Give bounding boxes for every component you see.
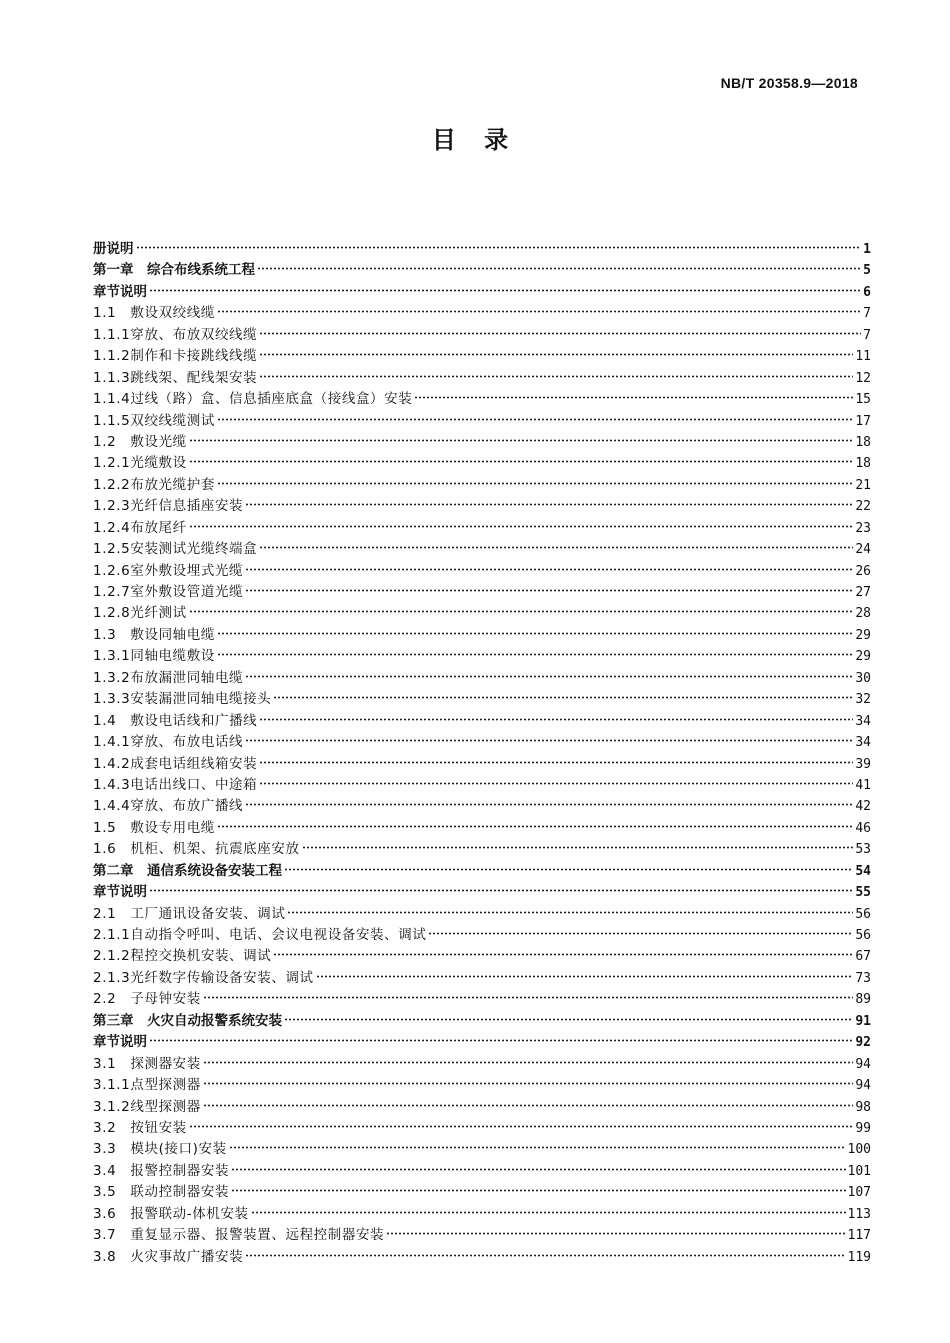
toc-entry-page-number: 101 [847,1163,871,1179]
toc-entry[interactable] [93,1011,871,1032]
toc-entry[interactable] [93,689,871,710]
toc-entry[interactable] [93,1139,871,1160]
toc-entry-label: 3.1.2线型探测器 [93,1098,201,1115]
dot-leader [245,589,853,592]
toc-entry[interactable] [93,946,871,967]
dot-leader [284,868,853,871]
dot-leader [316,975,854,978]
toc-entry[interactable] [93,989,871,1010]
toc-entry-label: 章节说明 [93,283,147,300]
toc-entry-label: 1.6 机柜、机架、抗震底座安放 [93,841,300,858]
toc-entry[interactable] [93,1118,871,1139]
toc-entry-page-number: 21 [855,477,871,493]
toc-entry[interactable] [93,303,871,324]
toc-entry-page-number: 32 [855,692,871,708]
toc-entry-page-number: 53 [855,842,871,858]
toc-entry[interactable] [93,518,871,539]
dot-leader [273,953,853,956]
toc-entry[interactable] [93,453,871,474]
toc-entry-label: 1.2.7室外敷设管道光缆 [93,584,244,600]
dot-leader [229,1146,846,1149]
toc-entry-label: 3.3 模块(接口)安装 [93,1141,227,1158]
toc-entry[interactable] [93,904,871,925]
dot-leader [259,782,853,785]
dot-leader [259,375,853,378]
dot-leader [245,503,853,506]
toc-entry-page-number: 23 [855,520,871,536]
dot-leader [203,1061,853,1064]
toc-entry[interactable] [93,711,871,732]
toc-entry-label: 3.1 探测器安装 [93,1055,201,1072]
toc-entry-label: 1.3.3安装漏泄同轴电缆接头 [93,691,272,708]
toc-entry-page-number: 98 [855,1099,871,1115]
toc-entry[interactable] [93,1054,871,1075]
toc-entry-label: 1.1.5双绞线缆测试 [93,412,215,429]
toc-entry[interactable] [93,411,871,432]
toc-entry[interactable] [93,496,871,517]
toc-entry[interactable] [93,346,871,367]
toc-entry[interactable] [93,582,871,603]
toc-entry-label: 第三章 火灾自动报警系统安装 [93,1012,282,1029]
toc-entry-label: 1.1.3跳线架、配线架安装 [93,369,258,386]
dot-leader [245,1254,845,1257]
toc-entry-page-number: 46 [855,820,871,836]
toc-entry-page-number: 119 [847,1249,871,1265]
dot-leader [217,653,853,656]
toc-entry-label: 1.1.4过线（路）盒、信息插座底盒（接线盒）安装 [93,391,413,408]
toc-entry-page-number: 17 [855,413,871,429]
toc-entry-label: 1.2.5安装测试光缆终端盒 [93,541,258,558]
toc-entry-page-number: 18 [855,434,871,450]
toc-entry[interactable] [93,1204,871,1225]
toc-entry-page-number: 27 [855,585,871,600]
toc-entry-page-number: 113 [847,1206,871,1222]
toc-entry-page-number: 18 [855,456,871,472]
toc-entry-page-number: 7 [863,327,871,343]
toc-entry-label: 1.2.6室外敷设埋式光缆 [93,562,244,579]
toc-entry-page-number: 11 [855,349,871,365]
toc-entry[interactable] [93,625,871,646]
dot-leader [149,889,853,892]
toc-entry-page-number: 24 [855,542,871,558]
toc-entry-page-number: 107 [847,1185,871,1201]
toc-entry-label: 1.1.1穿放、布放双绞线缆 [93,326,258,343]
toc-entry[interactable] [93,925,871,946]
toc-entry-label: 1.3.1同轴电缆敷设 [93,648,215,665]
toc-entry-label: 2.1.3光纤数字传输设备安装、调试 [93,969,314,986]
toc-entry-page-number: 117 [847,1228,871,1244]
toc-entry-page-number: 34 [855,713,871,729]
toc-entry-page-number: 55 [855,885,871,901]
toc-entry-label: 1.2.4布放尾纤 [93,519,187,536]
toc-entry[interactable] [93,882,871,903]
toc-entry-page-number: 94 [855,1056,871,1072]
dot-leader [217,632,853,635]
toc-entry-page-number: 39 [855,756,871,772]
dot-leader [189,460,854,463]
toc-entry[interactable] [93,260,871,281]
toc-entry[interactable] [93,775,871,796]
page-title: 目 录 [431,126,519,154]
dot-leader [203,1104,853,1107]
toc-entry[interactable] [93,325,871,346]
toc-entry-label: 3.6 报警联动-体机安装 [93,1205,249,1222]
toc-entry[interactable] [93,1182,871,1203]
toc-entry-page-number: 22 [855,499,871,515]
dot-leader [203,1082,853,1085]
toc-entry-label: 1.2.3光纤信息插座安装 [93,498,244,515]
dot-leader [203,996,853,999]
toc-entry-page-number: 56 [855,928,871,943]
toc-entry-label: 1.2 敷设光缆 [93,433,187,450]
dot-leader [231,1189,845,1192]
toc-entry[interactable] [93,1225,871,1246]
toc-entry-label: 2.1.2程控交换机安装、调试 [93,948,272,965]
toc-entry-label: 3.5 联动控制器安装 [93,1184,230,1201]
dot-leader [386,1232,845,1235]
toc-entry-page-number: 29 [855,627,871,643]
toc-entry-page-number: 42 [855,799,871,815]
toc-entry-label: 1.4.1穿放、布放电话线 [93,734,244,751]
dot-leader [189,1125,854,1128]
dot-leader [245,568,853,571]
dot-leader [414,396,853,399]
dot-leader [428,932,853,935]
toc-entry-page-number: 7 [863,306,871,322]
toc-entry-page-number: 28 [855,606,871,622]
toc-entry[interactable] [93,368,871,389]
toc-entry-page-number: 29 [855,649,871,665]
dot-leader [189,610,854,613]
dot-leader [217,825,853,828]
table-of-contents [93,239,871,1268]
toc-entry-page-number: 92 [855,1035,871,1051]
toc-entry-page-number: 15 [855,392,871,408]
dot-leader [302,846,854,849]
toc-entry[interactable] [93,839,871,860]
toc-entry[interactable] [93,1097,871,1118]
dot-leader [259,546,853,549]
toc-entry-page-number: 26 [855,563,871,579]
toc-entry[interactable] [93,732,871,753]
toc-entry-page-number: 91 [855,1013,871,1029]
toc-entry-label: 1.1 敷设双绞线缆 [93,305,215,322]
toc-entry-label: 3.2 按钮安装 [93,1119,187,1136]
toc-entry[interactable] [93,646,871,667]
toc-entry[interactable] [93,668,871,689]
toc-entry-page-number: 1 [863,242,871,257]
toc-entry-label: 2.1 工厂通讯设备安装、调试 [93,905,286,922]
dot-leader [136,246,862,249]
toc-entry-label: 1.4 敷设电话线和广播线 [93,712,258,729]
toc-entry[interactable] [93,603,871,624]
toc-entry[interactable] [93,1247,871,1268]
toc-entry-label: 第二章 通信系统设备安装工程 [93,862,282,879]
toc-entry-page-number: 89 [855,992,871,1008]
dot-leader [217,482,853,485]
toc-entry-label: 第一章 综合布线系统工程 [93,262,255,279]
toc-entry-label: 1.3 敷设同轴电缆 [93,626,215,643]
toc-entry[interactable] [93,1075,871,1096]
dot-leader [245,803,853,806]
toc-entry-page-number: 34 [855,735,871,751]
dot-leader [149,1039,853,1042]
dot-leader [217,418,853,421]
toc-entry-label: 2.2 子母钟安装 [93,991,201,1008]
toc-entry-page-number: 6 [863,284,871,300]
dot-leader [257,267,861,270]
dot-leader [245,675,853,678]
toc-entry-page-number: 99 [855,1120,871,1136]
toc-entry[interactable] [93,968,871,989]
toc-entry-label: 1.2.8光纤测试 [93,605,187,622]
toc-entry-label: 1.4.3电话出线口、中途箱 [93,776,258,793]
toc-entry-page-number: 67 [855,949,871,965]
toc-entry[interactable] [93,539,871,560]
dot-leader [273,696,853,699]
dot-leader [149,289,861,292]
dot-leader [287,911,853,914]
toc-entry-page-number: 12 [855,370,871,386]
toc-entry[interactable] [93,754,871,775]
toc-entry[interactable] [93,1161,871,1182]
toc-entry[interactable] [93,818,871,839]
toc-entry-label: 1.2.2布放光缆护套 [93,476,215,493]
toc-entry[interactable] [93,861,871,882]
toc-entry-label: 章节说明 [93,1034,147,1051]
toc-entry-page-number: 41 [855,777,871,793]
toc-entry-page-number: 100 [847,1142,871,1158]
dot-leader [217,310,861,313]
toc-entry-page-number: 56 [855,906,871,922]
toc-entry-label: 3.8 火灾事故广播安装 [93,1248,244,1265]
toc-entry-label: 1.2.1光缆敷设 [93,455,187,472]
dot-leader [245,739,853,742]
toc-entry-label: 1.3.2布放漏泄同轴电缆 [93,669,244,686]
toc-entry[interactable] [93,389,871,410]
toc-entry-label: 3.7 重复显示器、报警装置、远程控制器安装 [93,1227,385,1244]
toc-entry-page-number: 5 [863,263,871,279]
toc-entry[interactable] [93,432,871,453]
toc-entry-label: 册说明 [93,241,134,257]
dot-leader [251,1211,846,1214]
toc-entry[interactable] [93,239,871,260]
toc-entry-label: 1.4.4穿放、布放广播线 [93,798,244,815]
toc-entry-label: 章节说明 [93,884,147,901]
dot-leader [259,353,853,356]
toc-entry[interactable] [93,282,871,303]
toc-entry[interactable] [93,796,871,817]
dot-leader [189,439,854,442]
toc-entry[interactable] [93,561,871,582]
toc-entry-label: 1.1.2制作和卡接跳线线缆 [93,348,258,365]
toc-entry-label: 1.4.2成套电话组线箱安装 [93,755,258,772]
toc-entry-page-number: 54 [855,863,871,879]
dot-leader [189,525,854,528]
toc-entry-page-number: 94 [855,1078,871,1094]
toc-entry-label: 3.1.1点型探测器 [93,1077,201,1094]
standard-code: NB/T 20358.9—2018 [720,75,858,91]
toc-entry-label: 3.4 报警控制器安装 [93,1162,230,1179]
dot-leader [259,761,853,764]
toc-entry-label: 1.5 敷设专用电缆 [93,819,215,836]
toc-entry[interactable] [93,475,871,496]
toc-entry-page-number: 30 [855,670,871,686]
toc-entry[interactable] [93,1032,871,1053]
dot-leader [284,1018,853,1021]
toc-entry-page-number: 73 [855,970,871,986]
toc-entry-label: 2.1.1自动指令呼叫、电话、会议电视设备安装、调试 [93,927,427,943]
dot-leader [259,718,853,721]
dot-leader [231,1168,845,1171]
dot-leader [259,332,861,335]
